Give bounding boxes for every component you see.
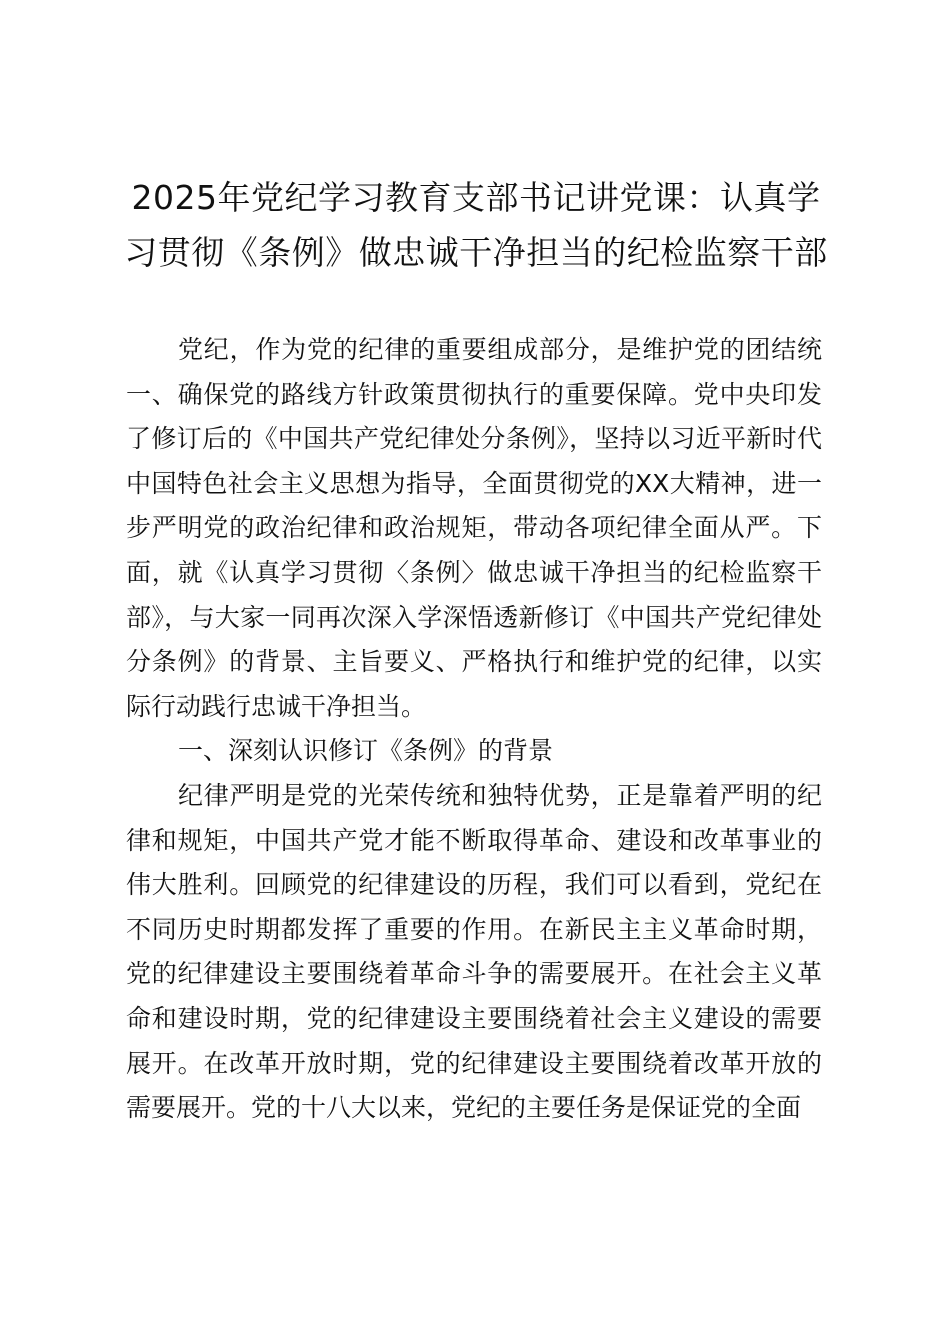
- intro-paragraph: 党纪，作为党的纪律的重要组成部分，是维护党的团结统一、确保党的路线方针政策贯彻执行的重要保障。党中央印发了修订后的《中国共产党纪律处分条例》，坚持以习近平新时代中国特色社会主义思想为指导，全面贯彻党的XX大精神，进一步严明党的政治纪律和政治规矩，带动各项纪律全面从严。下面，就《认真学习贯彻〈条例〉做忠诚干净担当的纪检监察干部》，与大家一同再次深入学深悟透新修订《中国共产党纪律处分条例》的背景、主旨要义、严格执行和维护党的纪律，以实际行动践行忠诚干净担当。: [126, 335, 822, 721]
- document-body: [126, 328, 822, 1131]
- section-heading: 一、深刻认识修订《条例》的背景: [178, 736, 554, 766]
- document-title: 2025年党纪学习教育支部书记讲党课：认真学习贯彻《条例》做忠诚干净担当的纪检监察干部: [124, 178, 828, 272]
- body-paragraph: 纪律严明是党的光荣传统和独特优势，正是靠着严明的纪律和规矩，中国共产党才能不断取得革命、建设和改革事业的伟大胜利。回顾党的纪律建设的历程，我们可以看到，党纪在不同历史时期都发挥了重要的作用。在新民主主义革命时期，党的纪律建设主要围绕着革命斗争的需要展开。在社会主义革命和建设时期，党的纪律建设主要围绕着社会主义建设的需要展开。在改革开放时期，党的纪律建设主要围绕着改革开放的需要展开。党的十八大以来，党纪的主要任务是保证党的全面: [126, 780, 822, 1123]
